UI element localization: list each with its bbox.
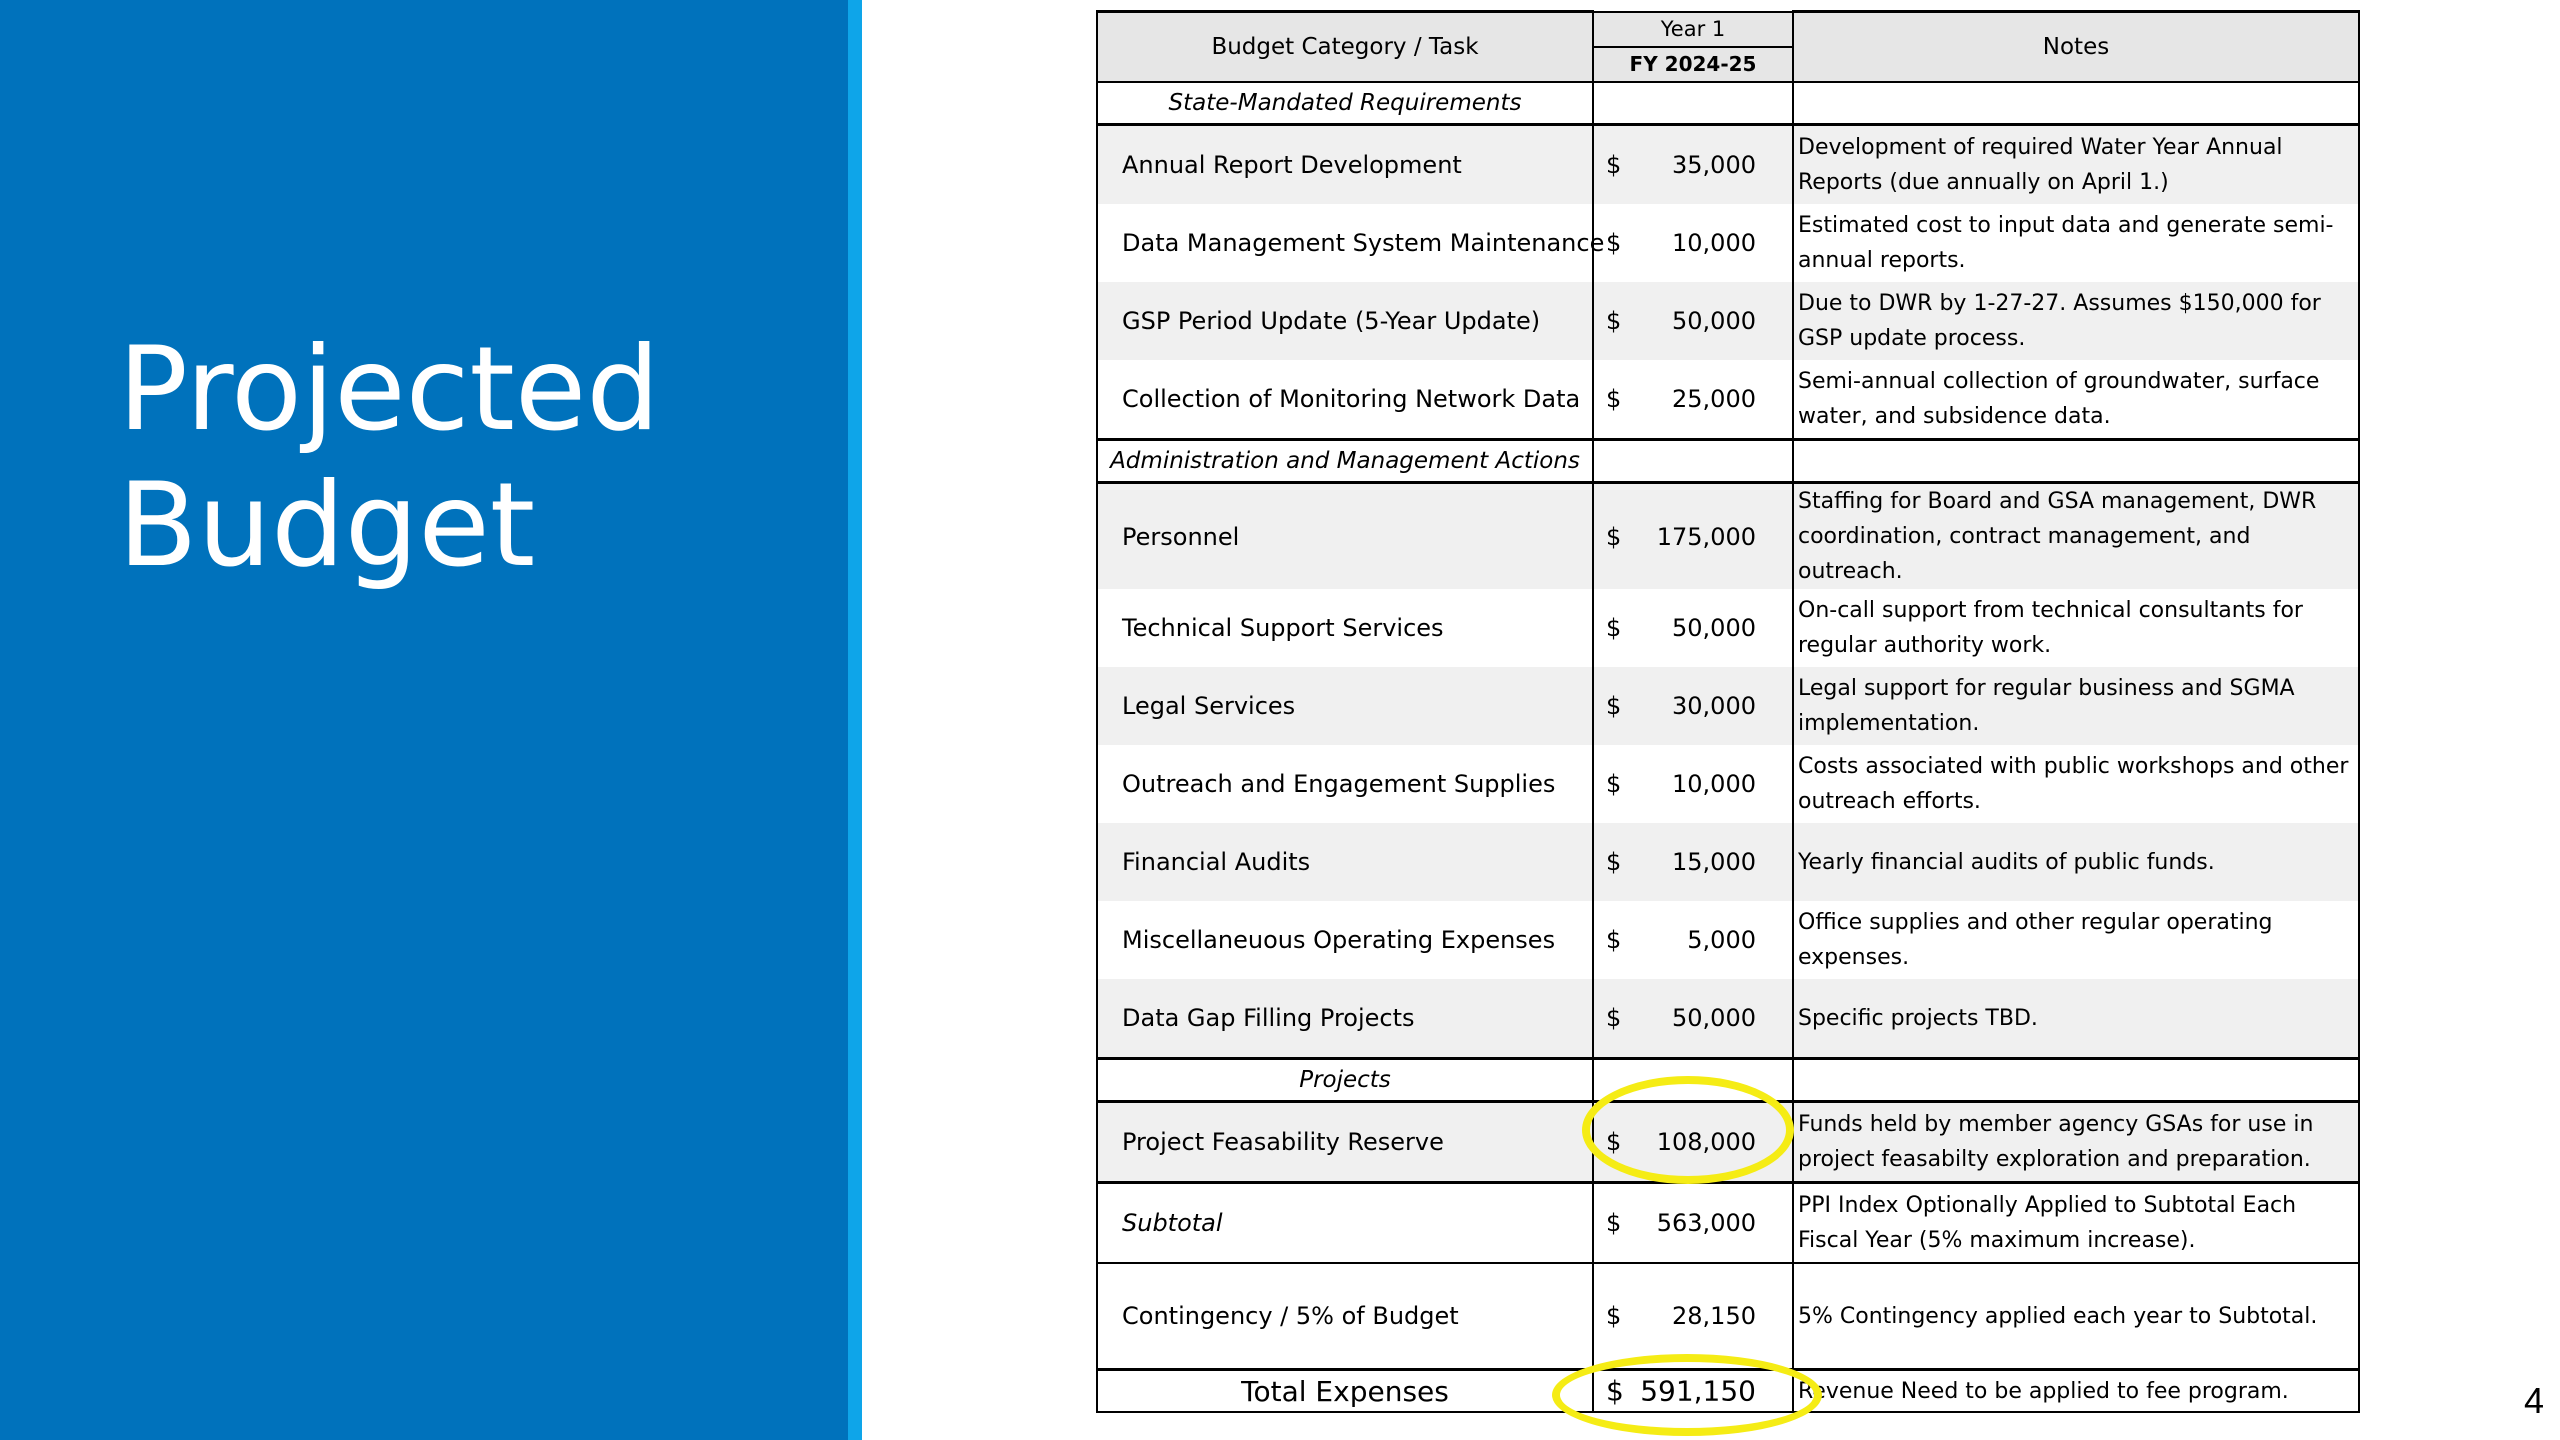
table-row [1097,901,2359,979]
panel-accent-stripe [848,0,862,1440]
row-amount: 50,000 [1672,614,1756,642]
table-row [1097,745,2359,823]
subtotal-row [1097,1183,2359,1264]
contingency-row [1097,1263,2359,1370]
header-notes: Notes [1793,12,2359,83]
contingency-label: Contingency / 5% of Budget [1097,1263,1593,1370]
total-row [1097,1370,2359,1413]
table-row [1097,204,2359,282]
header-year: Year 1 [1593,12,1793,47]
row-amount: 25,000 [1672,385,1756,413]
subtotal-amount: 563,000 [1656,1209,1756,1237]
currency-symbol: $ [1606,848,1622,876]
currency-symbol: $ [1606,1004,1622,1032]
row-note: Office supplies and other regular operating expenses. [1793,901,2359,979]
row-note: Estimated cost to input data and generate semi-annual reports. [1793,204,2359,282]
row-amount: 50,000 [1672,1004,1756,1032]
section-header-administration [1097,440,2359,483]
currency-symbol: $ [1606,614,1622,642]
table-row [1097,823,2359,901]
total-amount: 591,150 [1640,1374,1756,1408]
row-note: Semi-annual collection of groundwater, surface water, and subsidence data. [1793,360,2359,440]
currency-symbol: $ [1606,1374,1624,1408]
row-category: GSP Period Update (5-Year Update) [1097,282,1593,360]
row-category: Outreach and Engagement Supplies [1097,745,1593,823]
contingency-note: 5% Contingency applied each year to Subtotal. [1793,1263,2359,1370]
section-header-state-mandated [1097,82,2359,125]
row-amount: 50,000 [1672,307,1756,335]
header-category: Budget Category / Task [1097,12,1593,83]
table-row [1097,1102,2359,1183]
table-row [1097,589,2359,667]
total-note: Revenue Need to be applied to fee program. [1793,1370,2359,1413]
row-category: Financial Audits [1097,823,1593,901]
section-label: State-Mandated Requirements [1097,82,1593,125]
row-amount: 10,000 [1672,229,1756,257]
table-row [1097,979,2359,1059]
slide-title-line-2: Budget [118,458,536,593]
row-amount: 175,000 [1656,522,1756,551]
currency-symbol: $ [1606,1302,1622,1330]
currency-symbol: $ [1606,926,1622,954]
table-row [1097,360,2359,440]
currency-symbol: $ [1606,229,1622,257]
row-category: Data Management System Maintenance [1097,204,1593,282]
row-note: Yearly financial audits of public funds. [1793,823,2359,901]
subtotal-label: Subtotal [1097,1183,1593,1264]
row-amount: 30,000 [1672,692,1756,720]
section-label: Projects [1097,1059,1593,1102]
currency-symbol: $ [1606,770,1622,798]
currency-symbol: $ [1606,1209,1622,1237]
slide-title [118,322,660,594]
row-amount: 15,000 [1672,848,1756,876]
row-category: Personnel [1097,483,1593,590]
row-note: Funds held by member agency GSAs for use in project feasabilty exploration and preparation. [1793,1102,2359,1183]
row-amount: 10,000 [1672,770,1756,798]
section-label: Administration and Management Actions [1097,440,1593,483]
row-note: Specific projects TBD. [1793,979,2359,1059]
row-category: Annual Report Development [1097,125,1593,205]
row-note: Staffing for Board and GSA management, DWR coordination, contract management, and outreach. [1793,483,2359,590]
budget-table [1096,10,2360,1413]
row-amount: 35,000 [1672,151,1756,179]
row-category: Project Feasability Reserve [1097,1102,1593,1183]
row-category: Miscellaneuous Operating Expenses [1097,901,1593,979]
row-category: Legal Services [1097,667,1593,745]
row-category: Data Gap Filling Projects [1097,979,1593,1059]
currency-symbol: $ [1606,385,1622,413]
row-note: Development of required Water Year Annual Reports (due annually on April 1.) [1793,125,2359,205]
currency-symbol: $ [1606,307,1622,335]
page-number: 4 [2523,1380,2544,1421]
row-note: On-call support from technical consultants for regular authority work. [1793,589,2359,667]
header-fiscal-year: FY 2024-25 [1593,47,1793,82]
currency-symbol: $ [1606,151,1622,179]
row-note: Costs associated with public workshops and other outreach efforts. [1793,745,2359,823]
total-label: Total Expenses [1097,1370,1593,1413]
table-row [1097,483,2359,590]
table-row [1097,667,2359,745]
subtotal-note: PPI Index Optionally Applied to Subtotal Each Fiscal Year (5% maximum increase). [1793,1183,2359,1264]
currency-symbol: $ [1606,692,1622,720]
title-panel [0,0,860,1440]
row-amount: 5,000 [1687,926,1756,954]
table-row [1097,282,2359,360]
row-note: Due to DWR by 1-27-27. Assumes $150,000 for GSP update process. [1793,282,2359,360]
contingency-amount: 28,150 [1672,1302,1756,1330]
currency-symbol: $ [1606,522,1622,551]
section-header-projects [1097,1059,2359,1102]
table-row [1097,125,2359,205]
currency-symbol: $ [1606,1128,1622,1156]
row-category: Collection of Monitoring Network Data [1097,360,1593,440]
row-note: Legal support for regular business and SGMA implementation. [1793,667,2359,745]
slide-title-line-1: Projected [118,322,660,457]
row-category: Technical Support Services [1097,589,1593,667]
row-amount: 108,000 [1656,1128,1756,1156]
